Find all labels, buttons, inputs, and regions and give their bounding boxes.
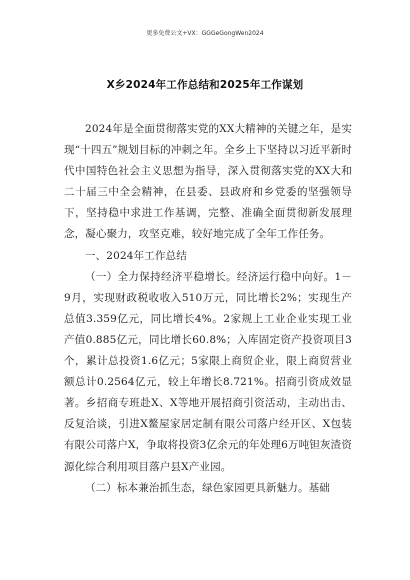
header-note: 更多免费公文+VX：GGGeGongWen2024 <box>146 30 264 37</box>
intro-paragraph: 2024年是全面贯彻落实党的XX大精神的关键之年，是实现“十四五”规划目标的冲刺之年。全乡上下坚持以习近平新时代中国特色社会主义思想为指导，深入贯彻落实党的XX大和二十届三中全会精神，在县委、县政府和乡党委的坚强领导下，坚持稳中求进工作基调，完整、准确全面贯彻新发展理念，凝心聚力，攻坚克难，较好地完成了全年工作任务。 <box>64 123 352 241</box>
document-title: X乡2024年工作总结和2025年工作谋划 <box>106 79 304 91</box>
section-heading: 一、2024年工作总结 <box>85 249 187 262</box>
document-body <box>64 119 352 499</box>
subsection-paragraph: （二）标本兼治抓生态，绿色家园更具新魅力。基础 <box>85 481 330 494</box>
subsection-paragraph: （一）全力保持经济平稳增长。经济运行稳中向好。1－9月，实现财政税收收入510万元，同比增长2%；实现生产总值3.359亿元，同比增长4%。2家规上工业企业实现工业产值0.885亿元，同比增长60.8%；入库固定资产投资项目3个，累计总投资1.6亿元；5家限上商贸企业，限上商贸营业额总计0.2564亿元，较上年增长8.721%。招商引资成效显著。乡招商专班赴X、X等地开展招商引资活动，主动出击、反复洽谈，引进X鳌屋家居定制有限公司落户经开区、X包装有限公司落户X，争取将投资3亿余元的年处理6万吨钽灰渣资源化综合利用项目落户县X产业园。 <box>64 270 352 473</box>
